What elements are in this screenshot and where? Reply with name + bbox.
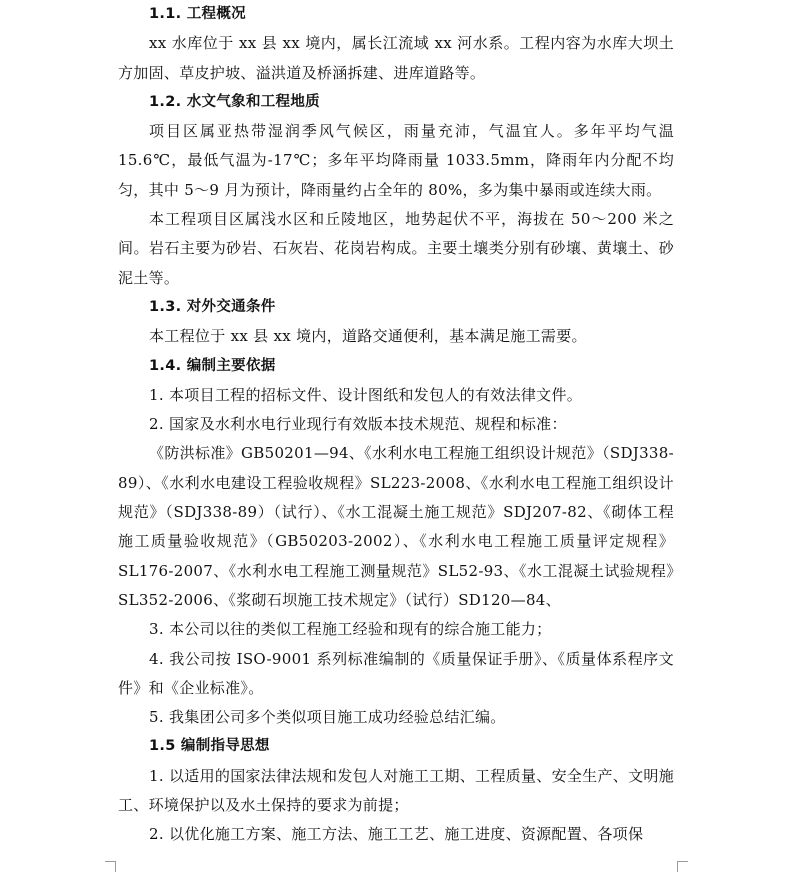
paragraph-geology: 本工程项目区属浅水区和丘陵地区，地势起伏不平，海拔在 50～200 米之间。岩石主要为砂岩、石灰岩、花岗岩构成。主要土壤类分别有砂壤、黄壤土、砂泥土等。 bbox=[118, 210, 674, 287]
paragraph-climate: 项目区属亚热带湿润季风气候区，雨量充沛，气温宜人。多年平均气温 15.6℃，最低气温为-17℃；多年平均降雨量 1033.5mm，降雨年内分配不均匀，其中 5～9 月为预计，降雨量约占全年的 80%，多为集中暴雨或连续大雨。 bbox=[118, 122, 674, 199]
list-item-basis-3: 3. 本公司以往的类似工程施工经验和现有的综合施工能力； bbox=[149, 620, 552, 639]
document-body bbox=[118, 0, 674, 850]
list-item-basis-2: 2. 国家及水利水电行业现行有效版本技术规范、规程和标准： bbox=[149, 415, 567, 434]
section-heading-1-2: 1.2. 水文气象和工程地质 bbox=[149, 93, 320, 110]
page-corner-mark-left bbox=[105, 861, 116, 872]
paragraph-project-overview: xx 水库位于 xx 县 xx 境内，属长江流域 xx 河水系。工程内容为水库大坝土方加固、草皮护坡、溢洪道及桥涵拆建、进库道路等。 bbox=[118, 34, 674, 82]
page-corner-mark-right bbox=[677, 861, 688, 872]
list-item-guideline-1: 1. 以适用的国家法律法规和发包人对施工工期、工程质量、安全生产、文明施工、环境保护以及水土保持的要求为前提； bbox=[118, 766, 674, 815]
list-item-basis-5: 5. 我集团公司多个类似项目施工成功经验总结汇编。 bbox=[149, 708, 506, 727]
list-item-basis-1: 1. 本项目工程的招标文件、设计图纸和发包人的有效法律文件。 bbox=[149, 385, 583, 404]
paragraph-standards-list: 《防洪标准》GB50201—94、《水利水电工程施工组织设计规范》（SDJ338-89）、《水利水电建设工程验收规程》SL223-2008、《水利水电工程施工组织设计规范》（SDJ338-89）（试行）、《水工混凝土施工规范》SDJ207-82、《砌体工程施工质量验收规范》（GB50203-2002）、《水利水电工程施工质量评定规程》SL176-2007、《水利水电工程施工测量规范》SL52-93、《水工混凝土试验规程》SL352-2006、《浆砌石坝施工技术规定》（试行）SD120—84、 bbox=[118, 444, 674, 609]
section-heading-1-1: 1.1. 工程概况 bbox=[149, 6, 246, 22]
section-heading-1-3: 1.3. 对外交通条件 bbox=[149, 298, 276, 315]
paragraph-transport: 本工程位于 xx 县 xx 境内，道路交通便利，基本满足施工需要。 bbox=[149, 327, 587, 346]
list-item-guideline-2: 2. 以优化施工方案、施工方法、施工工艺、施工进度、资源配置、各项保 bbox=[149, 825, 644, 844]
list-item-basis-4: 4. 我公司按 ISO-9001 系列标准编制的《质量保证手册》、《质量体系程序文件》和《企业标准》。 bbox=[118, 649, 674, 697]
section-heading-1-4: 1.4. 编制主要依据 bbox=[149, 357, 276, 374]
section-heading-1-5: 1.5 编制指导思想 bbox=[149, 738, 270, 755]
